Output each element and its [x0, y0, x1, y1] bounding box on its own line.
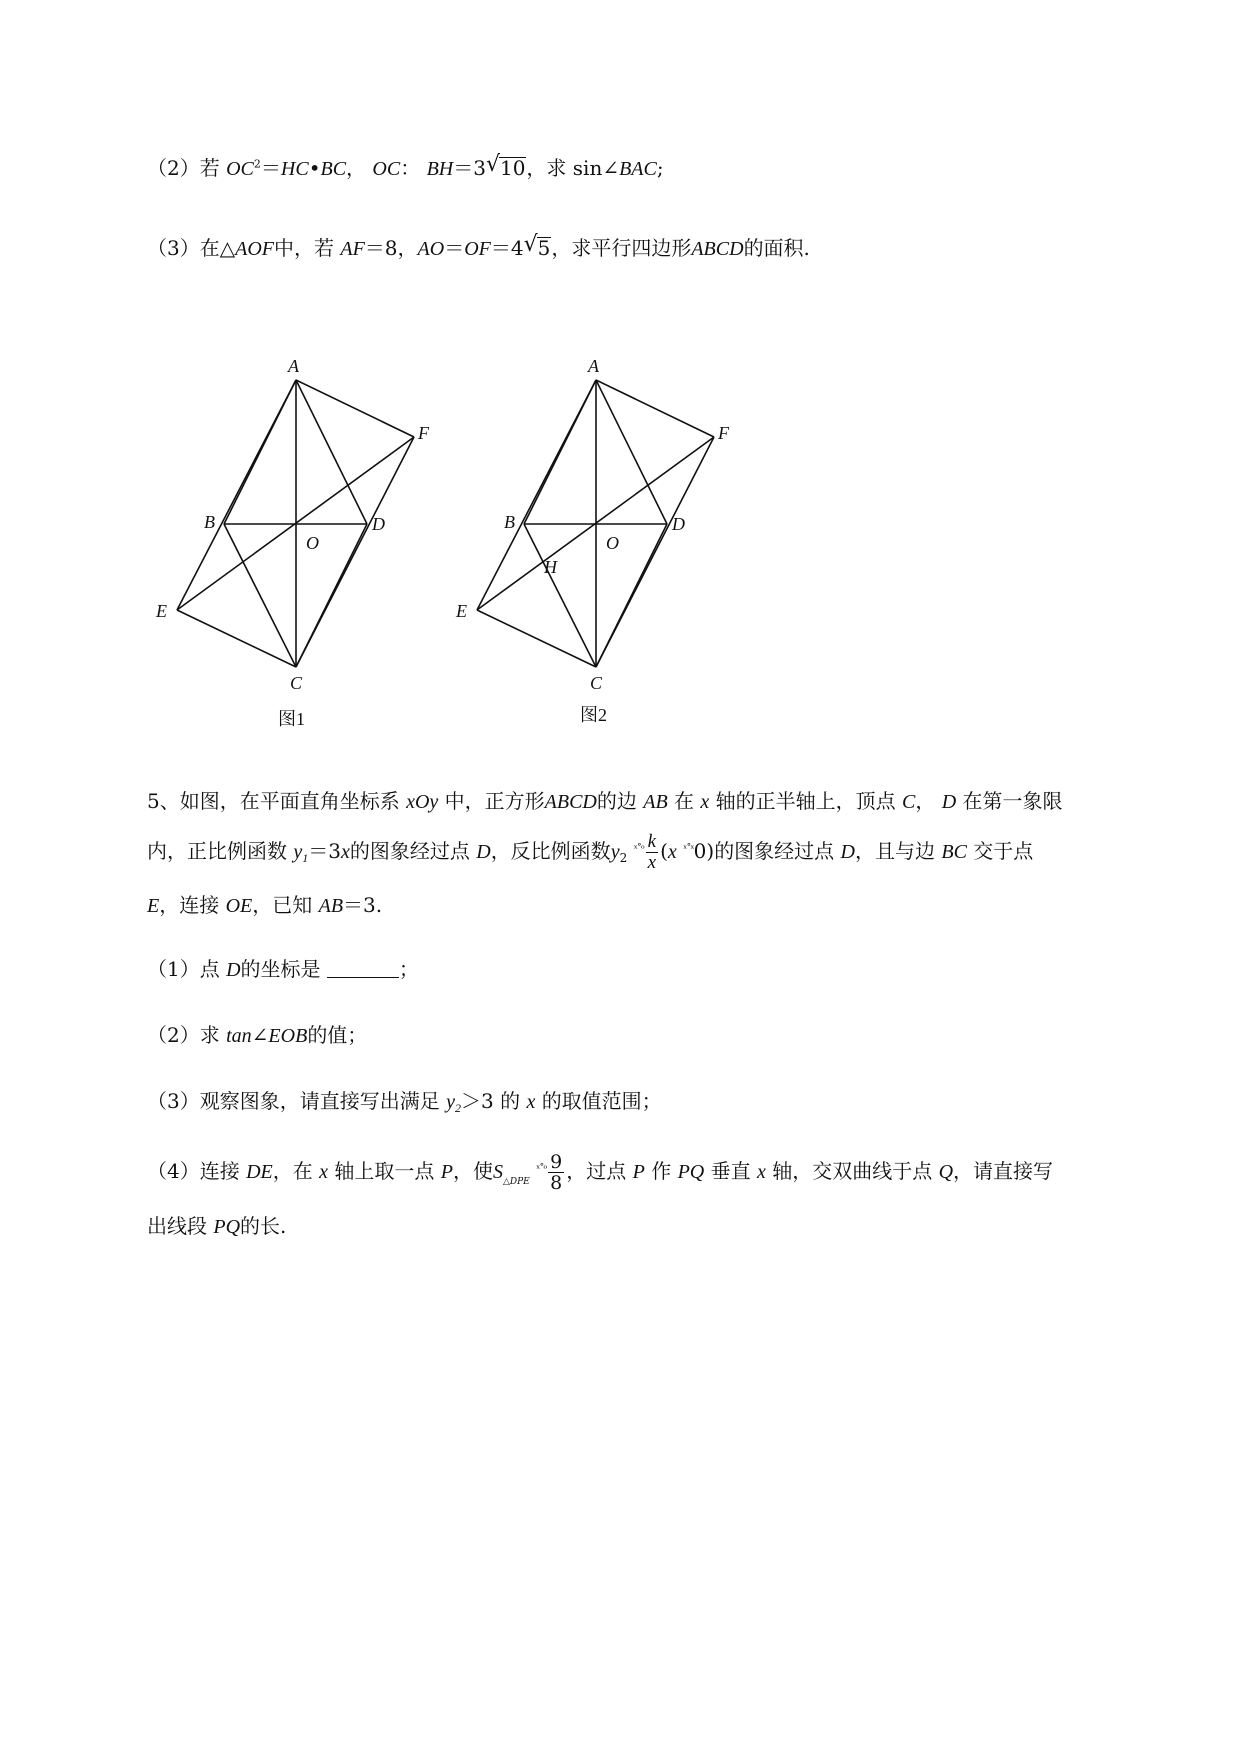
q5-part3: （3）观察图象，请直接写出满足 $y_2>3$ 的 x 的取值范围；	[147, 1089, 662, 1115]
answer-blank[interactable]	[327, 959, 399, 978]
segment-af	[596, 380, 714, 437]
q5-part2: （2）求 tan∠EOB的值；	[147, 1023, 368, 1047]
sqrt-5: √ 5	[523, 232, 551, 260]
sqrt-10: √ 10	[485, 152, 526, 180]
figure-2	[440, 340, 760, 740]
figure-1-caption: 图1	[278, 709, 305, 729]
figure-2-caption: 图2	[580, 705, 607, 725]
label-h: H	[544, 557, 557, 577]
segment-ce	[177, 610, 296, 667]
label-c: C	[590, 673, 603, 693]
label-c: C	[290, 673, 303, 693]
fraction-9-over-8: $\frac{9}{8}$	[550, 1151, 563, 1194]
label-o: O	[306, 533, 319, 553]
figure-1	[140, 340, 460, 740]
var-oc: OC	[226, 158, 254, 180]
label-e: E	[456, 601, 467, 621]
q5-stem-line1: 5、如图，在平面直角坐标系 xOy 中，正方形ABCD的边 AB 在 x 轴的正半轴上，顶点 C， D 在第一象限	[147, 789, 1063, 813]
label-e: E	[156, 601, 167, 621]
segment-ad	[596, 380, 667, 524]
q5-stem-line2: 内，正比例函数 $y_1=3x$的图象经过点 D，反比例函数$y_2$ $^{ˣ˚ᵒ}$ $\frac{k}{x}$ (x $^{ˣ˚ˣ}$0)的图象经过点 D，且与边 BC 交于点	[147, 831, 1034, 873]
segment-ce	[477, 610, 596, 667]
label-a: A	[588, 356, 599, 376]
segment-ea	[477, 380, 596, 610]
label-b: B	[504, 512, 515, 532]
q5-stem-line3: E，连接 OE，已知 AB＝3.	[147, 893, 383, 917]
label-b: B	[204, 512, 215, 532]
label-f: F	[718, 423, 729, 443]
segment-ea	[177, 380, 296, 610]
segment-bc	[524, 524, 596, 667]
q5-part1: （1）点 D的坐标是 ；	[147, 957, 419, 981]
label-a: A	[288, 356, 299, 376]
q5-part4-line1: （4）连接 DE，在 x 轴上取一点 P，使$S_{\triangle DPE}$ $^{ˣ˚ᵒ}$ $\frac{9}{8}$ ，过点 P 作 PQ 垂直 x 轴，交双曲线于点 Q，请直接写	[147, 1151, 1054, 1194]
label-d: D	[672, 514, 685, 534]
segment-bc	[224, 524, 296, 667]
q4-part3: （3）在△AOF中，若 AF＝8，AO＝OF＝4 √ 5，求平行四边形ABCD的面积.	[147, 232, 810, 260]
fraction-k-over-x: $\frac{k}{x}$	[647, 831, 657, 873]
q4-part2: （2）若 $OC^2=HC•BC$， OC： BH＝3 √ 10，求 sin∠BAC;	[147, 152, 664, 180]
segment-af	[296, 380, 414, 437]
label-o: O	[606, 533, 619, 553]
q5-part4-line2: 出线段 PQ的长.	[147, 1214, 287, 1238]
label-f: F	[418, 423, 429, 443]
label-d: D	[372, 514, 385, 534]
segment-ad	[296, 380, 367, 524]
